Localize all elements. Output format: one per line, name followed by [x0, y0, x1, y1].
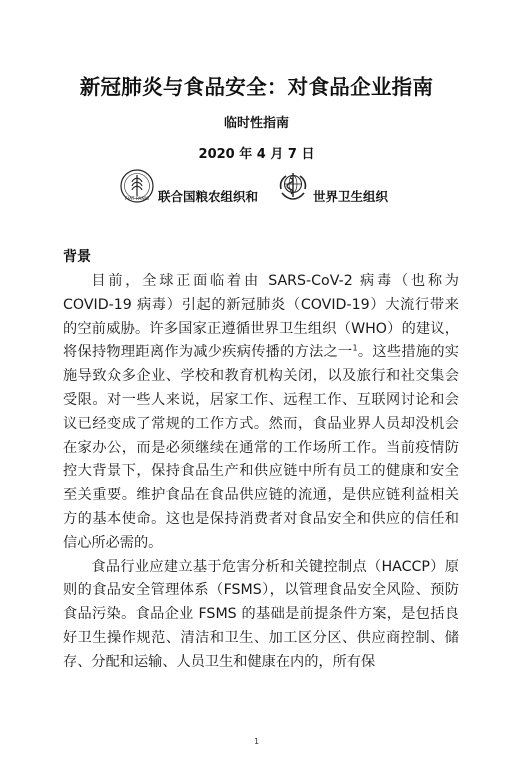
paragraph-1 [63, 270, 459, 556]
document-title: 新冠肺炎与食品安全：对食品企业指南 [79, 75, 434, 99]
footnote-marker[interactable]: 1 [352, 343, 358, 353]
who-name: 世界卫生组织 [313, 189, 389, 204]
fao-emblem-icon [120, 169, 154, 203]
document-subtitle: 临时性指南 [223, 116, 289, 131]
paragraph-2: 食品行业应建立基于危害分析和关键控制点（HACCP）原则的食品安全管理体系（FSMS），以管理食品安全风险、预防食品污染。食品企业 FSMS 的基础是前提条件方案，是包括良好卫生操作规范、清洁和卫生、加工区分区、供应商控制、储存、分配和运输、人员卫生和健康在内的，所有保 [63, 558, 459, 670]
page-number: 1 [253, 737, 260, 746]
document-date: 2020 年 4 月 7 日 [198, 147, 315, 162]
section-heading: 背景 [63, 249, 91, 265]
organizations-row [120, 168, 410, 206]
svg-text:FIAT PANIS: FIAT PANIS [125, 197, 149, 202]
paragraph-1-text: 目前，全球正面临着由 SARS-CoV-2 病毒（也称为 COVID-19 病毒）引起的新冠肺炎（COVID-19）大流行带来的空前威胁。许多国家正遵循世界卫生组织（WHO）的建议，将保持物理距离作为减少疾病传播的方法之一 [63, 273, 459, 361]
who-emblem-icon [276, 169, 310, 203]
body-text [63, 270, 459, 675]
fao-name: 联合国粮农组织和 [158, 189, 259, 204]
paragraph-1-text-cont: 。这些措施的实施导致众多企业、学校和教育机构关闭，以及旅行和社交集会受限。对一些人来说，居家工作、远程工作、互联网讨论和会议已经变成了常规的工作方式。然而，食品业界人员却没机会在家办公，而是必须继续在通常的工作场所工作。当前疫情防控大背景下，保持食品生产和供应链中所有员工的健康和安全至关重要。维护食品在食品供应链的流通，是供应链利益相关方的基本使命。这也是保持消费者对食品安全和供应的信任和信心所必需的。 [63, 344, 459, 551]
